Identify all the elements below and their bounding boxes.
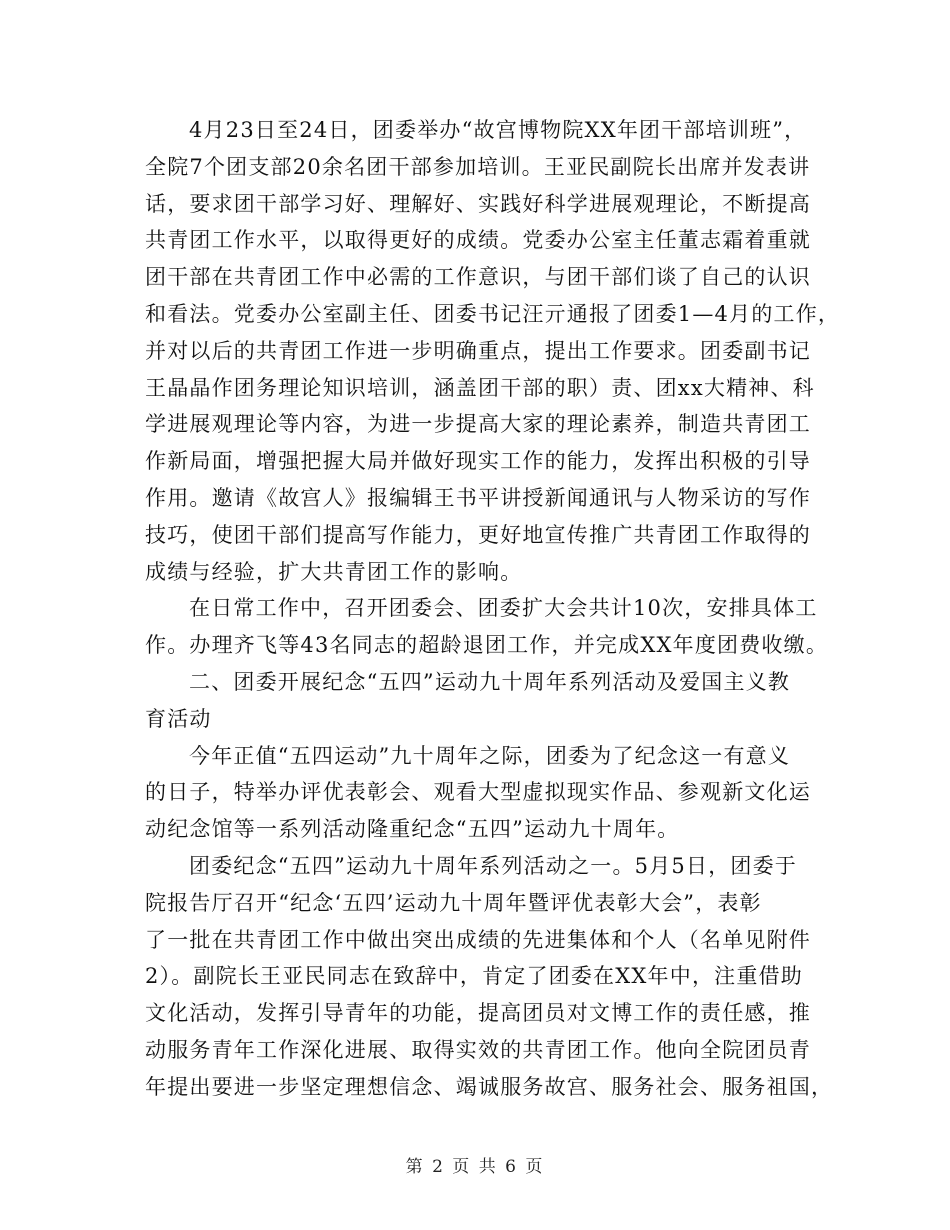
text-line: 了一批在共青团工作中做出突出成绩的先进集体和个人（名单见附件 (145, 927, 811, 952)
text-line: 共青团工作水平，以取得更好的成绩。党委办公室主任董志霜着重就 (145, 228, 811, 253)
paragraph-first-line: 4月23日至24日，团委举办“故宫博物院XX年团干部培训班”， (189, 118, 807, 142)
text-line: 和看法。党委办公室副主任、团委书记汪亓通报了团委1—4月的工作， (145, 301, 841, 326)
text-line: 学进展观理论等内容，为进一步提高大家的理论素养，制造共青团工 (145, 412, 811, 437)
text-line: 成绩与经验，扩大共青团工作的影响。 (145, 559, 523, 584)
text-line: 院报告厅召开“纪念‘五四’运动九十周年暨评优表彰大会”，表彰 (145, 890, 762, 915)
text-line: 技巧，使团干部们提高写作能力，更好地宣传推广共青团工作取得的 (145, 522, 811, 547)
text-line: 全院7个团支部20余名团干部参加培训。王亚民副院长出席并发表讲 (145, 154, 811, 179)
text-line: 团干部在共青团工作中必需的工作意识，与团干部们谈了自己的认识 (145, 265, 811, 290)
text-line: 动服务青年工作深化进展、取得实效的共青团工作。他向全院团员青 (145, 1037, 811, 1062)
paragraph-first-line: 今年正值“五四运动”九十周年之际，团委为了纪念这一有意义 (189, 743, 791, 768)
text-line: 作用。邀请《故宫人》报编辑王书平讲授新闻通讯与人物采访的写作 (145, 485, 811, 510)
text-line: 育活动 (145, 706, 212, 731)
text-line: 作新局面，增强把握大局并做好现实工作的能力，发挥出积极的引导 (145, 449, 811, 474)
text-line: 文化活动，发挥引导青年的功能，提高团员对文博工作的责任感，推 (145, 1001, 811, 1026)
text-line: 作。办理齐飞等43名同志的超龄退团工作，并完成XX年度团费收缴。 (145, 633, 829, 658)
paragraph-first-line: 在日常工作中，召开团委会、团委扩大会共计10次，安排具体工 (189, 596, 818, 621)
paragraph-first-line: 二、团委开展纪念“五四”运动九十周年系列活动及爱国主义教 (189, 669, 791, 694)
body-text (145, 112, 841, 1106)
paragraph-first-line: 团委纪念“五四”运动九十周年系列活动之一。5月5日，团委于 (189, 853, 797, 878)
text-line: 年提出要进一步坚定理想信念、竭诚服务故宫、服务社会、服务祖国， (145, 1074, 834, 1099)
text-line: 动纪念馆等一系列活动隆重纪念“五四”运动九十周年。 (145, 817, 680, 842)
text-line: 并对以后的共青团工作进一步明确重点，提出工作要求。团委副书记 (145, 338, 811, 363)
text-line: 话，要求团干部学习好、理解好、实践好科学进展观理论，不断提高 (145, 191, 811, 216)
text-line: 王晶晶作团务理论知识培训，涵盖团干部的职）责、团xx大精神、科 (145, 375, 815, 400)
page-number-footer: 第 2 页 共 6 页 (405, 1157, 545, 1177)
text-line: 2）。副院长王亚民同志在致辞中，肯定了团委在XX年中，注重借助 (145, 964, 803, 989)
text-line: 的日子，特举办评优表彰会、观看大型虚拟现实作品、参观新文化运 (145, 780, 811, 805)
